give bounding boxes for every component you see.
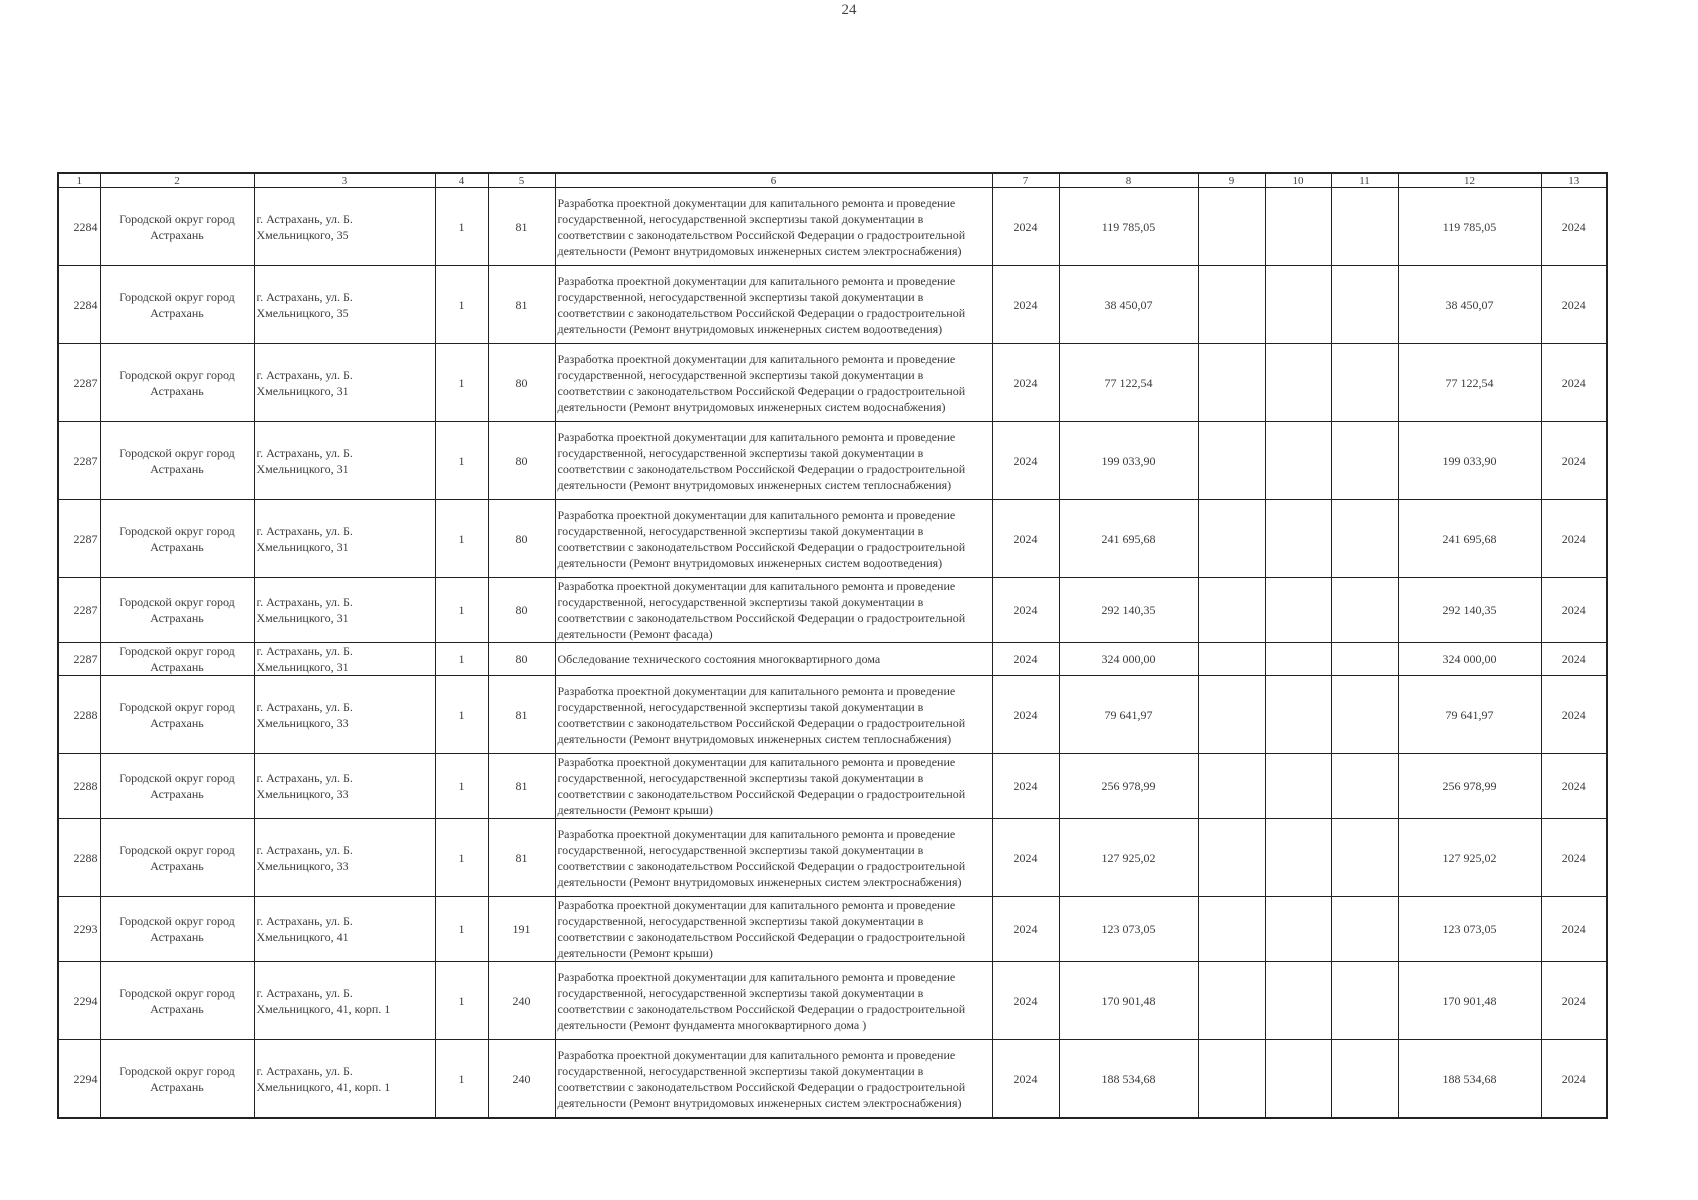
municipality-cell: Городской округ город Астрахань: [100, 578, 254, 643]
col13-year-cell: 2024: [1541, 676, 1607, 754]
address-cell: г. Астрахань, ул. Б. Хмельницкого, 31: [254, 643, 435, 676]
address-cell: г. Астрахань, ул. Б. Хмельницкого, 31: [254, 422, 435, 500]
col12-cost-cell: 127 925,02: [1398, 819, 1541, 897]
row-index: 2287: [58, 500, 100, 578]
col11-cell: [1331, 344, 1398, 422]
work-description-cell: Разработка проектной документации для капитального ремонта и проведение государственной, негосударственной экспертизы такой документации в соответствии с законодательством Российской Федерации о градостроительной деятельности (Ремонт фундамента многоквартирного дома ): [555, 962, 992, 1040]
total-cost-cell: 123 073,05: [1059, 897, 1198, 962]
col9-cell: [1198, 819, 1265, 897]
col10-cell: [1265, 1040, 1331, 1119]
col9-cell: [1198, 897, 1265, 962]
col10-cell: [1265, 266, 1331, 344]
work-description-cell: Разработка проектной документации для капитального ремонта и проведение государственной, негосударственной экспертизы такой документации в соответствии с законодательством Российской Федерации о градостроительной деятельности (Ремонт внутридомовых инженерных систем водоотведения): [555, 266, 992, 344]
col5-cell: 80: [488, 344, 555, 422]
address-cell: г. Астрахань, ул. Б. Хмельницкого, 35: [254, 188, 435, 266]
year-cell: 2024: [992, 897, 1059, 962]
col13-year-cell: 2024: [1541, 897, 1607, 962]
col10-cell: [1265, 422, 1331, 500]
row-index: 2294: [58, 1040, 100, 1119]
address-cell: г. Астрахань, ул. Б. Хмельницкого, 33: [254, 676, 435, 754]
table-row: [58, 962, 1607, 1040]
year-cell: 2024: [992, 344, 1059, 422]
total-cost-cell: 241 695,68: [1059, 500, 1198, 578]
table-body: [58, 188, 1607, 1119]
page-number: 24: [841, 2, 857, 18]
column-number-3: 3: [254, 173, 435, 188]
col11-cell: [1331, 643, 1398, 676]
col9-cell: [1198, 188, 1265, 266]
col9-cell: [1198, 754, 1265, 819]
row-index: 2288: [58, 754, 100, 819]
column-number-8: 8: [1059, 173, 1198, 188]
municipality-cell: Городской округ город Астрахань: [100, 819, 254, 897]
col9-cell: [1198, 643, 1265, 676]
total-cost-cell: 38 450,07: [1059, 266, 1198, 344]
col10-cell: [1265, 344, 1331, 422]
col12-cost-cell: 79 641,97: [1398, 676, 1541, 754]
col9-cell: [1198, 578, 1265, 643]
col9-cell: [1198, 422, 1265, 500]
work-description-cell: Разработка проектной документации для капитального ремонта и проведение государственной, негосударственной экспертизы такой документации в соответствии с законодательством Российской Федерации о градостроительной деятельности (Ремонт крыши): [555, 754, 992, 819]
year-cell: 2024: [992, 188, 1059, 266]
column-number-7: 7: [992, 173, 1059, 188]
year-cell: 2024: [992, 266, 1059, 344]
total-cost-cell: 79 641,97: [1059, 676, 1198, 754]
repair-register-table: [57, 172, 1608, 1119]
year-cell: 2024: [992, 578, 1059, 643]
table-row: [58, 819, 1607, 897]
col9-cell: [1198, 344, 1265, 422]
row-index: 2287: [58, 643, 100, 676]
col11-cell: [1331, 266, 1398, 344]
col12-cost-cell: 324 000,00: [1398, 643, 1541, 676]
table-row: [58, 344, 1607, 422]
col5-cell: 80: [488, 643, 555, 676]
col12-cost-cell: 123 073,05: [1398, 897, 1541, 962]
column-number-10: 10: [1265, 173, 1331, 188]
column-number-13: 13: [1541, 173, 1607, 188]
row-index: 2287: [58, 344, 100, 422]
row-index: 2288: [58, 676, 100, 754]
col12-cost-cell: 188 534,68: [1398, 1040, 1541, 1119]
col13-year-cell: 2024: [1541, 754, 1607, 819]
table-row: [58, 500, 1607, 578]
table-row: [58, 266, 1607, 344]
total-cost-cell: 188 534,68: [1059, 1040, 1198, 1119]
row-index: 2284: [58, 188, 100, 266]
column-number-1: 1: [58, 173, 100, 188]
col12-cost-cell: 119 785,05: [1398, 188, 1541, 266]
col4-cell: 1: [435, 266, 488, 344]
col11-cell: [1331, 422, 1398, 500]
col4-cell: 1: [435, 754, 488, 819]
col5-cell: 81: [488, 266, 555, 344]
col9-cell: [1198, 962, 1265, 1040]
address-cell: г. Астрахань, ул. Б. Хмельницкого, 41, корп. 1: [254, 1040, 435, 1119]
column-number-4: 4: [435, 173, 488, 188]
col11-cell: [1331, 188, 1398, 266]
col4-cell: 1: [435, 422, 488, 500]
column-number-11: 11: [1331, 173, 1398, 188]
col13-year-cell: 2024: [1541, 500, 1607, 578]
col11-cell: [1331, 676, 1398, 754]
total-cost-cell: 256 978,99: [1059, 754, 1198, 819]
col13-year-cell: 2024: [1541, 962, 1607, 1040]
col12-cost-cell: 256 978,99: [1398, 754, 1541, 819]
col13-year-cell: 2024: [1541, 578, 1607, 643]
col5-cell: 81: [488, 676, 555, 754]
col11-cell: [1331, 962, 1398, 1040]
municipality-cell: Городской округ город Астрахань: [100, 962, 254, 1040]
work-description-cell: Разработка проектной документации для капитального ремонта и проведение государственной, негосударственной экспертизы такой документации в соответствии с законодательством Российской Федерации о градостроительной деятельности (Ремонт внутридомовых инженерных систем теплоснабжения): [555, 422, 992, 500]
col10-cell: [1265, 578, 1331, 643]
col13-year-cell: 2024: [1541, 344, 1607, 422]
row-index: 2284: [58, 266, 100, 344]
year-cell: 2024: [992, 1040, 1059, 1119]
year-cell: 2024: [992, 676, 1059, 754]
col11-cell: [1331, 754, 1398, 819]
col4-cell: 1: [435, 1040, 488, 1119]
col11-cell: [1331, 578, 1398, 643]
col9-cell: [1198, 1040, 1265, 1119]
col9-cell: [1198, 500, 1265, 578]
col11-cell: [1331, 500, 1398, 578]
work-description-cell: Разработка проектной документации для капитального ремонта и проведение государственной, негосударственной экспертизы такой документации в соответствии с законодательством Российской Федерации о градостроительной деятельности (Ремонт крыши): [555, 897, 992, 962]
col10-cell: [1265, 962, 1331, 1040]
col11-cell: [1331, 1040, 1398, 1119]
col12-cost-cell: 199 033,90: [1398, 422, 1541, 500]
total-cost-cell: 127 925,02: [1059, 819, 1198, 897]
total-cost-cell: 324 000,00: [1059, 643, 1198, 676]
municipality-cell: Городской округ город Астрахань: [100, 897, 254, 962]
work-description-cell: Обследование технического состояния многоквартирного дома: [555, 643, 992, 676]
table-row: [58, 754, 1607, 819]
column-number-row: [58, 173, 1607, 188]
col5-cell: 80: [488, 578, 555, 643]
col10-cell: [1265, 676, 1331, 754]
municipality-cell: Городской округ город Астрахань: [100, 1040, 254, 1119]
col10-cell: [1265, 188, 1331, 266]
total-cost-cell: 119 785,05: [1059, 188, 1198, 266]
column-number-9: 9: [1198, 173, 1265, 188]
col13-year-cell: 2024: [1541, 188, 1607, 266]
col5-cell: 80: [488, 500, 555, 578]
table-row: [58, 188, 1607, 266]
column-number-5: 5: [488, 173, 555, 188]
total-cost-cell: 292 140,35: [1059, 578, 1198, 643]
year-cell: 2024: [992, 754, 1059, 819]
table-row: [58, 578, 1607, 643]
municipality-cell: Городской округ город Астрахань: [100, 676, 254, 754]
col5-cell: 81: [488, 188, 555, 266]
col4-cell: 1: [435, 188, 488, 266]
column-number-6: 6: [555, 173, 992, 188]
year-cell: 2024: [992, 819, 1059, 897]
total-cost-cell: 199 033,90: [1059, 422, 1198, 500]
col13-year-cell: 2024: [1541, 643, 1607, 676]
year-cell: 2024: [992, 643, 1059, 676]
col12-cost-cell: 77 122,54: [1398, 344, 1541, 422]
col10-cell: [1265, 819, 1331, 897]
address-cell: г. Астрахань, ул. Б. Хмельницкого, 41, корп. 1: [254, 962, 435, 1040]
municipality-cell: Городской округ город Астрахань: [100, 500, 254, 578]
municipality-cell: Городской округ город Астрахань: [100, 266, 254, 344]
address-cell: г. Астрахань, ул. Б. Хмельницкого, 41: [254, 897, 435, 962]
municipality-cell: Городской округ город Астрахань: [100, 422, 254, 500]
municipality-cell: Городской округ город Астрахань: [100, 754, 254, 819]
col12-cost-cell: 38 450,07: [1398, 266, 1541, 344]
table-row: [58, 422, 1607, 500]
col4-cell: 1: [435, 500, 488, 578]
col10-cell: [1265, 500, 1331, 578]
table-row: [58, 1040, 1607, 1119]
col4-cell: 1: [435, 676, 488, 754]
total-cost-cell: 77 122,54: [1059, 344, 1198, 422]
address-cell: г. Астрахань, ул. Б. Хмельницкого, 35: [254, 266, 435, 344]
col5-cell: 240: [488, 962, 555, 1040]
col10-cell: [1265, 897, 1331, 962]
col5-cell: 240: [488, 1040, 555, 1119]
col5-cell: 191: [488, 897, 555, 962]
municipality-cell: Городской округ город Астрахань: [100, 643, 254, 676]
col5-cell: 81: [488, 819, 555, 897]
municipality-cell: Городской округ город Астрахань: [100, 344, 254, 422]
col10-cell: [1265, 643, 1331, 676]
total-cost-cell: 170 901,48: [1059, 962, 1198, 1040]
col13-year-cell: 2024: [1541, 819, 1607, 897]
address-cell: г. Астрахань, ул. Б. Хмельницкого, 33: [254, 819, 435, 897]
col11-cell: [1331, 819, 1398, 897]
year-cell: 2024: [992, 500, 1059, 578]
row-index: 2287: [58, 578, 100, 643]
col11-cell: [1331, 897, 1398, 962]
col5-cell: 80: [488, 422, 555, 500]
work-description-cell: Разработка проектной документации для капитального ремонта и проведение государственной, негосударственной экспертизы такой документации в соответствии с законодательством Российской Федерации о градостроительной деятельности (Ремонт внутридомовых инженерных систем водоснабжения): [555, 344, 992, 422]
table-row: [58, 676, 1607, 754]
col5-cell: 81: [488, 754, 555, 819]
work-description-cell: Разработка проектной документации для капитального ремонта и проведение государственной, негосударственной экспертизы такой документации в соответствии с законодательством Российской Федерации о градостроительной деятельности (Ремонт фасада): [555, 578, 992, 643]
row-index: 2293: [58, 897, 100, 962]
table-row: [58, 643, 1607, 676]
col12-cost-cell: 241 695,68: [1398, 500, 1541, 578]
col12-cost-cell: 170 901,48: [1398, 962, 1541, 1040]
col9-cell: [1198, 676, 1265, 754]
year-cell: 2024: [992, 422, 1059, 500]
col9-cell: [1198, 266, 1265, 344]
work-description-cell: Разработка проектной документации для капитального ремонта и проведение государственной, негосударственной экспертизы такой документации в соответствии с законодательством Российской Федерации о градостроительной деятельности (Ремонт внутридомовых инженерных систем электроснабжения): [555, 188, 992, 266]
col4-cell: 1: [435, 344, 488, 422]
address-cell: г. Астрахань, ул. Б. Хмельницкого, 31: [254, 500, 435, 578]
work-description-cell: Разработка проектной документации для капитального ремонта и проведение государственной, негосударственной экспертизы такой документации в соответствии с законодательством Российской Федерации о градостроительной деятельности (Ремонт внутридомовых инженерных систем электроснабжения): [555, 1040, 992, 1119]
address-cell: г. Астрахань, ул. Б. Хмельницкого, 31: [254, 578, 435, 643]
table-row: [58, 897, 1607, 962]
work-description-cell: Разработка проектной документации для капитального ремонта и проведение государственной, негосударственной экспертизы такой документации в соответствии с законодательством Российской Федерации о градостроительной деятельности (Ремонт внутридомовых инженерных систем водоотведения): [555, 500, 992, 578]
municipality-cell: Городской округ город Астрахань: [100, 188, 254, 266]
col4-cell: 1: [435, 819, 488, 897]
address-cell: г. Астрахань, ул. Б. Хмельницкого, 33: [254, 754, 435, 819]
column-number-12: 12: [1398, 173, 1541, 188]
row-index: 2294: [58, 962, 100, 1040]
col4-cell: 1: [435, 897, 488, 962]
col13-year-cell: 2024: [1541, 1040, 1607, 1119]
col13-year-cell: 2024: [1541, 266, 1607, 344]
col12-cost-cell: 292 140,35: [1398, 578, 1541, 643]
row-index: 2287: [58, 422, 100, 500]
year-cell: 2024: [992, 962, 1059, 1040]
work-description-cell: Разработка проектной документации для капитального ремонта и проведение государственной, негосударственной экспертизы такой документации в соответствии с законодательством Российской Федерации о градостроительной деятельности (Ремонт внутридомовых инженерных систем электроснабжения): [555, 819, 992, 897]
row-index: 2288: [58, 819, 100, 897]
col4-cell: 1: [435, 643, 488, 676]
col4-cell: 1: [435, 962, 488, 1040]
work-description-cell: Разработка проектной документации для капитального ремонта и проведение государственной, негосударственной экспертизы такой документации в соответствии с законодательством Российской Федерации о градостроительной деятельности (Ремонт внутридомовых инженерных систем теплоснабжения): [555, 676, 992, 754]
address-cell: г. Астрахань, ул. Б. Хмельницкого, 31: [254, 344, 435, 422]
column-number-2: 2: [100, 173, 254, 188]
col13-year-cell: 2024: [1541, 422, 1607, 500]
col4-cell: 1: [435, 578, 488, 643]
col10-cell: [1265, 754, 1331, 819]
